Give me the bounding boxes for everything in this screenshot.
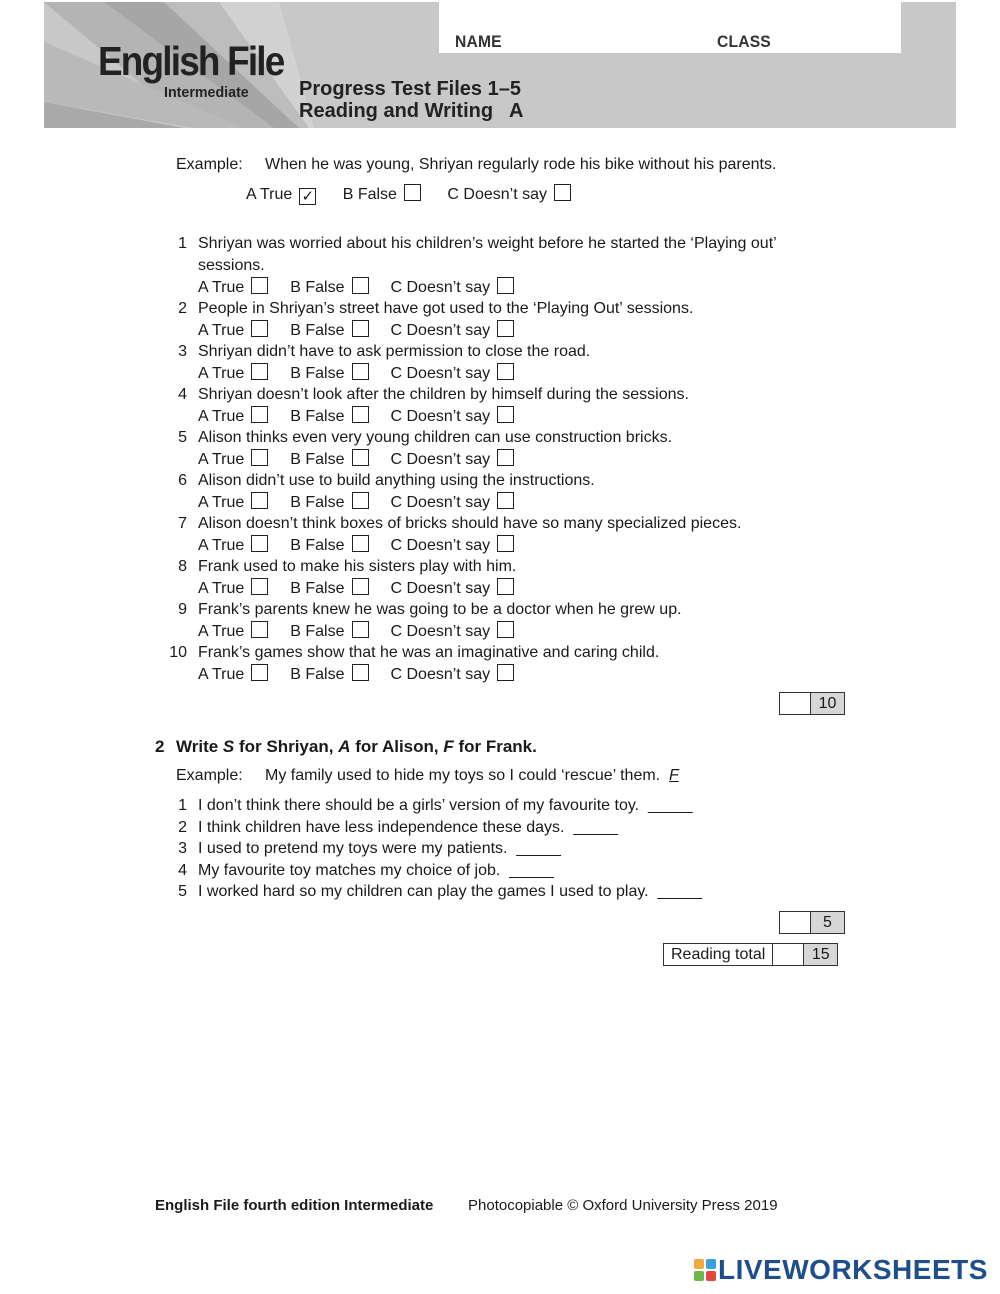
question-number: 6	[178, 471, 187, 489]
section2-score-box	[779, 911, 845, 934]
option-label: B False	[290, 666, 345, 683]
question-text: People in Shriyan’s street have got used to the ‘Playing Out’ sessions.	[198, 299, 694, 317]
option-label: A True	[198, 494, 245, 511]
question-text: Shriyan didn’t have to ask permission to close the road.	[198, 342, 591, 360]
option-label: B False	[290, 494, 345, 511]
option-label: C Doesn’t say	[390, 666, 491, 683]
answer-checkbox-c[interactable]	[497, 664, 514, 681]
answer-blank[interactable]: _____	[657, 883, 702, 900]
answer-blank[interactable]: _____	[516, 840, 561, 857]
item-number: 3	[178, 840, 187, 857]
answer-checkbox-b[interactable]	[352, 492, 369, 509]
answer-checkbox-c[interactable]	[497, 406, 514, 423]
section2-number: 2	[155, 737, 165, 756]
liveworksheets-logo	[694, 1254, 988, 1286]
option-label: A True	[198, 365, 245, 382]
option-label: A True	[198, 451, 245, 468]
item-text: I think children have less independence these days.	[198, 818, 565, 836]
name-label: NAME	[455, 32, 502, 51]
example-sentence: When he was young, Shriyan regularly rode his bike without his parents.	[265, 156, 777, 173]
item-text: I worked hard so my children can play the games I used to play.	[198, 883, 649, 900]
option-label: C Doesn’t say	[390, 623, 491, 640]
section2-example	[265, 766, 679, 786]
answer-checkbox-b[interactable]	[352, 621, 369, 638]
option-label: B False	[290, 451, 345, 468]
question-number: 1	[178, 235, 187, 252]
question-number: 10	[169, 643, 187, 661]
option-label: A True	[198, 279, 245, 296]
answer-checkbox-c[interactable]	[497, 277, 514, 294]
example-label: Example:	[176, 156, 243, 173]
question-number: 3	[178, 342, 187, 360]
answer-checkbox-a[interactable]	[251, 621, 268, 638]
option-label: B False	[290, 537, 345, 554]
item-row	[198, 861, 554, 881]
answer-checkbox-c[interactable]	[497, 492, 514, 509]
section2-example-text: My family used to hide my toys so I could ‘rescue’ them.	[265, 767, 661, 784]
header-banner	[44, 2, 956, 128]
option-label: C Doesn’t say	[390, 494, 491, 511]
section2-example-answer: F	[669, 767, 679, 784]
answer-checkbox-b[interactable]	[352, 578, 369, 595]
answer-checkbox-b[interactable]	[352, 449, 369, 466]
section2-title: Write S for Shriyan, A for Alison, F for Frank.	[176, 737, 537, 756]
option-label: C Doesn’t say	[390, 537, 491, 554]
question-options	[198, 535, 514, 556]
logo-subtitle: Intermediate	[164, 84, 249, 101]
option-label: B False	[290, 408, 345, 425]
option-label: A True	[246, 186, 293, 203]
option-label: B False	[290, 623, 345, 640]
answer-checkbox-b[interactable]	[352, 363, 369, 380]
section1-score-input[interactable]	[780, 693, 811, 714]
answer-checkbox-a[interactable]	[251, 578, 268, 595]
option-label: C Doesn’t say	[390, 451, 491, 468]
item-row	[198, 796, 693, 816]
option-label: C Doesn’t say	[447, 186, 547, 203]
question-text: Shriyan doesn’t look after the children by himself during the sessions.	[198, 385, 689, 403]
answer-checkbox-a[interactable]	[251, 277, 268, 294]
option-label: A True	[198, 666, 245, 683]
section1-score-box	[779, 692, 845, 715]
option-label: B False	[290, 322, 345, 339]
reading-total-max: 15	[804, 944, 837, 965]
answer-checkbox-c[interactable]	[497, 578, 514, 595]
answer-checkbox-c[interactable]	[497, 320, 514, 337]
option-label: C Doesn’t say	[390, 365, 491, 382]
question-text: Shriyan was worried about his children’s weight before he started the ‘Playing out’	[198, 235, 777, 252]
item-number: 4	[178, 861, 187, 879]
answer-blank[interactable]: _____	[509, 861, 554, 879]
item-row	[198, 818, 618, 838]
answer-checkbox-a[interactable]	[251, 664, 268, 681]
question-options	[198, 406, 514, 427]
question-text: Alison doesn’t think boxes of bricks should have so many specialized pieces.	[198, 514, 742, 532]
name-class-box	[439, 2, 901, 53]
question-text-continued: sessions.	[198, 256, 265, 274]
question-number: 2	[178, 299, 187, 317]
option-label: B False	[290, 365, 345, 382]
option-label: B False	[290, 580, 345, 597]
example-checkbox-c[interactable]	[554, 184, 571, 201]
answer-checkbox-a[interactable]	[251, 320, 268, 337]
option-label: C Doesn’t say	[390, 580, 491, 597]
answer-checkbox-a[interactable]	[251, 449, 268, 466]
question-text: Frank’s games show that he was an imaginative and caring child.	[198, 643, 660, 661]
item-row	[198, 882, 702, 902]
question-options	[198, 578, 514, 599]
answer-checkbox-c[interactable]	[497, 363, 514, 380]
question-text: Alison didn’t use to build anything using the instructions.	[198, 471, 595, 489]
question-options	[198, 277, 514, 298]
section2-score-max: 5	[811, 912, 844, 933]
footer-book-title: English File fourth edition Intermediate	[155, 1197, 434, 1214]
answer-checkbox-a[interactable]	[251, 492, 268, 509]
option-label: A True	[198, 322, 245, 339]
section2-example-label: Example:	[176, 767, 243, 784]
item-text: I don’t think there should be a girls’ version of my favourite toy.	[198, 797, 640, 814]
option-label: C Doesn’t say	[390, 322, 491, 339]
item-text: My favourite toy matches my choice of job.	[198, 861, 501, 879]
question-number: 7	[178, 514, 187, 532]
reading-total-box	[663, 943, 838, 966]
answer-checkbox-a[interactable]	[251, 363, 268, 380]
question-options	[198, 449, 514, 470]
question-options	[198, 363, 514, 384]
reading-total-label: Reading total	[664, 944, 773, 965]
answer-checkbox-b[interactable]	[352, 535, 369, 552]
answer-checkbox-b[interactable]	[352, 320, 369, 337]
answer-checkbox-c[interactable]	[497, 449, 514, 466]
question-number: 4	[178, 385, 187, 403]
logo-title: English File	[98, 38, 284, 84]
question-text: Frank used to make his sisters play with him.	[198, 557, 517, 575]
answer-checkbox-c[interactable]	[497, 535, 514, 552]
item-number: 2	[178, 818, 187, 836]
liveworksheets-tiles-icon	[694, 1259, 716, 1281]
example-checkbox-a[interactable]: ✓	[299, 188, 316, 205]
answer-checkbox-b[interactable]	[352, 664, 369, 681]
question-options	[198, 664, 514, 685]
example-checkbox-b[interactable]	[404, 184, 421, 201]
example-options	[246, 184, 571, 205]
liveworksheets-text: LIVEWORKSHEETS	[718, 1254, 988, 1285]
question-number: 8	[178, 557, 187, 575]
test-title-line1: Progress Test Files 1–5	[299, 78, 521, 100]
question-text: Alison thinks even very young children can use construction bricks.	[198, 428, 673, 446]
question-options	[198, 621, 514, 642]
item-number: 1	[178, 797, 187, 814]
question-number: 5	[178, 428, 187, 446]
class-label: CLASS	[717, 32, 771, 51]
answer-blank[interactable]: _____	[648, 797, 693, 814]
item-number: 5	[178, 883, 187, 900]
answer-checkbox-a[interactable]	[251, 406, 268, 423]
question-options	[198, 320, 514, 341]
answer-checkbox-b[interactable]	[352, 406, 369, 423]
item-text: I used to pretend my toys were my patients.	[198, 840, 508, 857]
option-label: A True	[198, 623, 245, 640]
option-label: B False	[342, 186, 397, 203]
question-options	[198, 492, 514, 513]
reading-total-input[interactable]	[773, 944, 804, 965]
answer-checkbox-b[interactable]	[352, 277, 369, 294]
item-row	[198, 839, 561, 859]
option-label: A True	[198, 408, 245, 425]
section1-score-max: 10	[811, 693, 844, 714]
question-number: 9	[178, 600, 187, 618]
footer-copyright: Photocopiable © Oxford University Press 2019	[468, 1197, 778, 1214]
option-label: A True	[198, 537, 245, 554]
answer-blank[interactable]: _____	[573, 818, 618, 836]
option-label: A True	[198, 580, 245, 597]
question-text: Frank’s parents knew he was going to be a doctor when he grew up.	[198, 600, 682, 618]
option-label: C Doesn’t say	[390, 408, 491, 425]
answer-checkbox-a[interactable]	[251, 535, 268, 552]
answer-checkbox-c[interactable]	[497, 621, 514, 638]
option-label: C Doesn’t say	[390, 279, 491, 296]
option-label: B False	[290, 279, 345, 296]
test-title-line2: Reading and Writing A	[299, 100, 524, 122]
section2-score-input[interactable]	[780, 912, 811, 933]
